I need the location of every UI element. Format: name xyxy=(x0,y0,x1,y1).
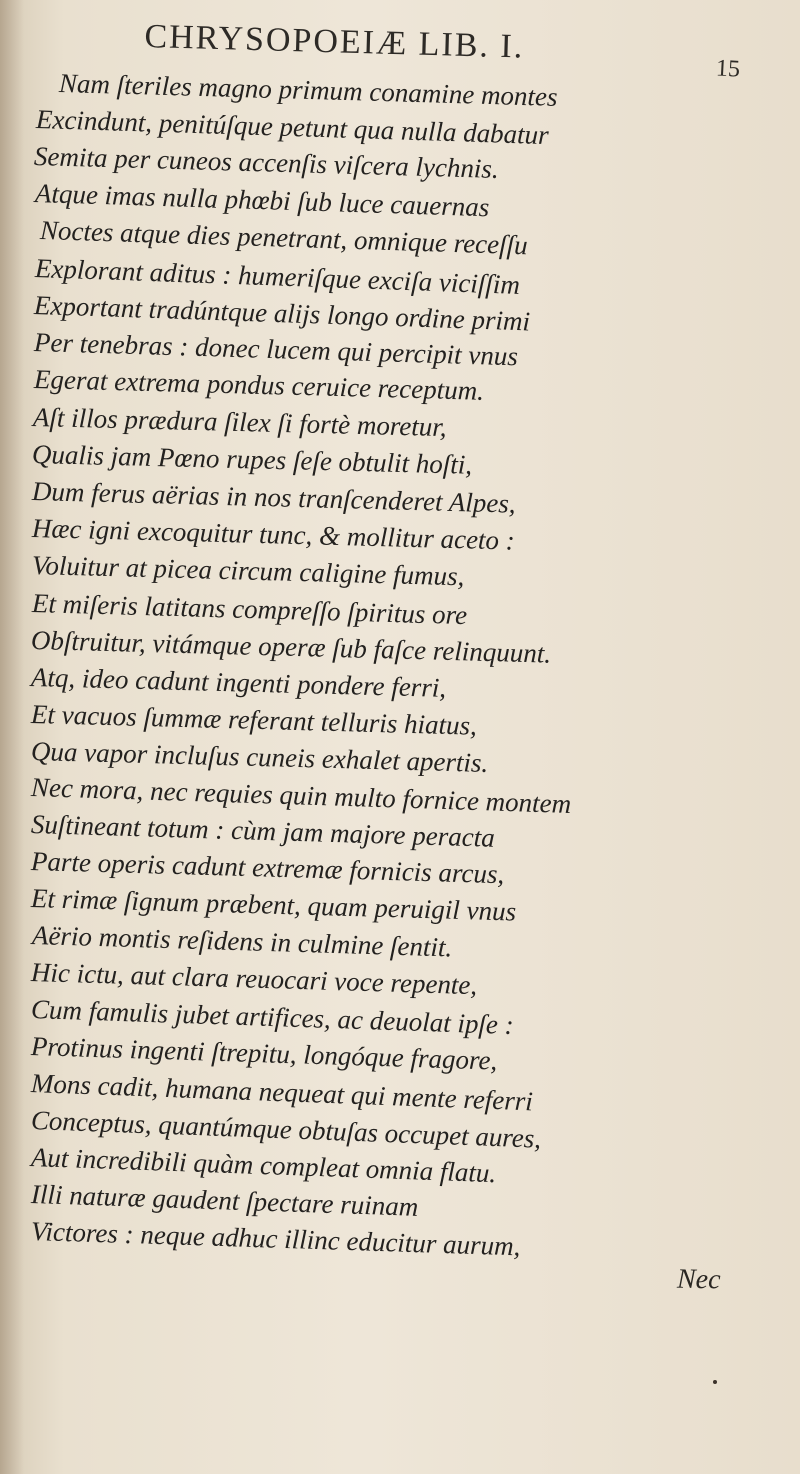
verse-line: Suſtineant totum : cùm jam majore peracta xyxy=(30,809,496,853)
verse-line: Nec mora, nec requies quin multo fornice montem xyxy=(30,772,572,819)
verse-line: Mons cadit, humana nequeat qui mente referri xyxy=(30,1068,534,1117)
verse-line: Et rimæ ſignum præbent, quam peruigil vnus xyxy=(30,883,517,927)
verse-line: Hic ictu, aut clara reuocari voce repente, xyxy=(30,957,478,1001)
verse-line: Qualis jam Pœno rupes ſeſe obtulit hoſti, xyxy=(31,439,473,480)
verse-line: Noctes atque dies penetrant, omnique receſſu xyxy=(39,215,529,261)
verse-line: Protinus ingenti ſtrepitu, longóque fragore, xyxy=(30,1031,498,1076)
running-head: CHRYSOPOEIÆ LIB. I. xyxy=(143,18,525,66)
verse-line: Obſtruitur, vitámque operæ ſub faſce relinquunt. xyxy=(30,625,552,669)
verse-line: Semita per cuneos accenſis viſcera lychnis. xyxy=(33,141,500,184)
verse-line: Excindunt, penitúſque petunt qua nulla dabatur xyxy=(35,104,550,151)
verse-line: Atq, ideo cadunt ingenti pondere ferri, xyxy=(30,662,447,703)
verse-line: Dum ferus aërias in nos tranſcenderet Alpes, xyxy=(31,476,516,519)
verse-line: Aſt illos prædura ſilex ſi fortè moretur, xyxy=(32,402,448,443)
verse-line: Per tenebras : donec lucem qui percipit vnus xyxy=(33,327,519,372)
verse-line: Voluitur at picea circum caligine fumus, xyxy=(31,550,465,592)
verse-line: Et vacuos ſummæ referant telluris hiatus, xyxy=(30,699,478,741)
verse-line: Hæc igni excoquitur tunc, & mollitur aceto : xyxy=(31,513,516,556)
verse-line: Qua vapor incluſus cuneis exhalet apertis. xyxy=(30,736,489,778)
ink-spot-icon xyxy=(713,1380,717,1384)
verse-line: Nam ſteriles magno primum conamine montes xyxy=(58,68,558,112)
catchword: Nec xyxy=(676,1263,721,1296)
verse-line: Conceptus, quantúmque obtuſas occupet aures, xyxy=(30,1105,542,1154)
verse-line: Explorant aditus : humeriſque exciſa viciſſim xyxy=(34,253,521,300)
page-number: 15 xyxy=(715,55,741,83)
verse-line: Egerat extrema pondus ceruice receptum. xyxy=(33,364,485,406)
verse-line: Cum famulis jubet artifices, ac deuolat ipſe : xyxy=(30,994,515,1041)
verse-line: Victores : neque adhuc illinc educitur aurum, xyxy=(30,1216,521,1262)
verse-line: Et miſeris latitans compreſſo ſpiritus ore xyxy=(31,588,468,631)
verse-line: Illi naturæ gaudent ſpectare ruinam xyxy=(30,1179,419,1222)
verse-line: Atque imas nulla phœbi ſub luce cauernas xyxy=(34,178,490,223)
verse-line: Aërio montis reſidens in culmine ſentit. xyxy=(31,920,453,963)
verse-line: Parte operis cadunt extremæ fornicis arcus, xyxy=(30,846,505,890)
verse-line: Aut incredibili quàm compleat omnia flatu. xyxy=(30,1142,497,1189)
verse-line: Exportant tradúntque alijs longo ordine primi xyxy=(33,290,531,337)
